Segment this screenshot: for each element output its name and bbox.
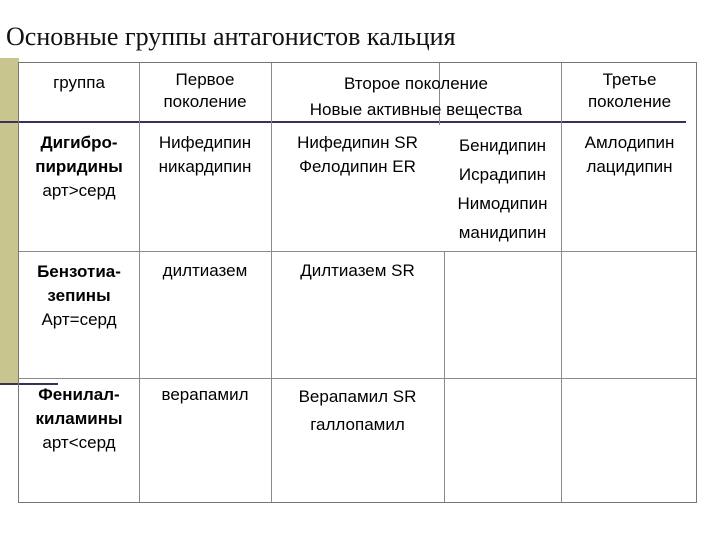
drug-name: Нимодипин (457, 194, 548, 213)
header-group (19, 71, 139, 95)
group-name-line: зепины (47, 286, 111, 305)
drug-name: Нифедипин SR (297, 133, 418, 152)
header-first-generation (139, 69, 271, 113)
drug-name: Амлодипин (584, 133, 675, 152)
selectivity-note: арт<серд (42, 433, 116, 452)
header-second-gen-line: Новые активные вещества (309, 100, 523, 119)
header-second-gen-line: Второе поколение (344, 74, 488, 93)
drug-name: Верапамил SR (298, 387, 417, 406)
row-dihydropyridines-third-gen (561, 131, 698, 179)
row-dihydropyridines-first-gen (139, 131, 271, 179)
drug-name: никардипин (158, 157, 252, 176)
decorative-accent-bar (0, 58, 19, 384)
row-dihydropyridines-new-active (444, 131, 561, 247)
group-name-line: Бензотиа- (37, 262, 121, 281)
group-name-line: киламины (35, 409, 123, 428)
grid-row-divider (19, 251, 696, 252)
row-dihydropyridines-second-gen (271, 131, 444, 179)
row-phenylalkylamines-first-gen (139, 383, 271, 407)
row-phenylalkylamines-second-gen (271, 383, 444, 439)
drug-name: галлопамил (310, 415, 405, 434)
header-first-gen-line: поколение (163, 92, 247, 111)
calcium-antagonists-table (18, 62, 697, 503)
row-phenylalkylamines-group (19, 383, 139, 455)
drug-name: Бенидипин (458, 136, 546, 155)
drug-name: верапамил (161, 385, 249, 404)
drug-name: лацидипин (586, 157, 673, 176)
selectivity-note: арт>серд (42, 181, 116, 200)
header-third-gen-line: поколение (587, 92, 672, 111)
header-group-label: группа (53, 73, 105, 92)
header-second-generation (271, 71, 561, 123)
row-dihydropyridines-group (19, 131, 139, 203)
drug-name: Дилтиазем SR (300, 261, 415, 280)
row-benzothiazepines-first-gen (139, 259, 271, 283)
group-name-line: пиридины (35, 157, 123, 176)
drug-name: Исрадипин (458, 165, 547, 184)
selectivity-note: Арт=серд (41, 310, 117, 329)
header-third-generation (561, 69, 698, 113)
header-first-gen-line: Первое (175, 70, 235, 89)
drug-name: Фелодипин ER (299, 157, 416, 176)
slide-title: Основные группы антагонистов кальция (6, 22, 456, 51)
grid-row-divider (19, 378, 696, 379)
group-name-line: Фенилал- (38, 385, 120, 404)
header-third-gen-line: Третье (602, 70, 657, 89)
grid-column-divider (444, 251, 445, 502)
group-name-line: Дигибро- (40, 133, 118, 152)
row-benzothiazepines-group (19, 260, 139, 332)
row-benzothiazepines-second-gen (271, 259, 444, 283)
drug-name: манидипин (458, 223, 547, 242)
drug-name: дилтиазем (162, 261, 248, 280)
grid-column-divider (561, 63, 562, 502)
drug-name: Нифедипин (158, 133, 252, 152)
